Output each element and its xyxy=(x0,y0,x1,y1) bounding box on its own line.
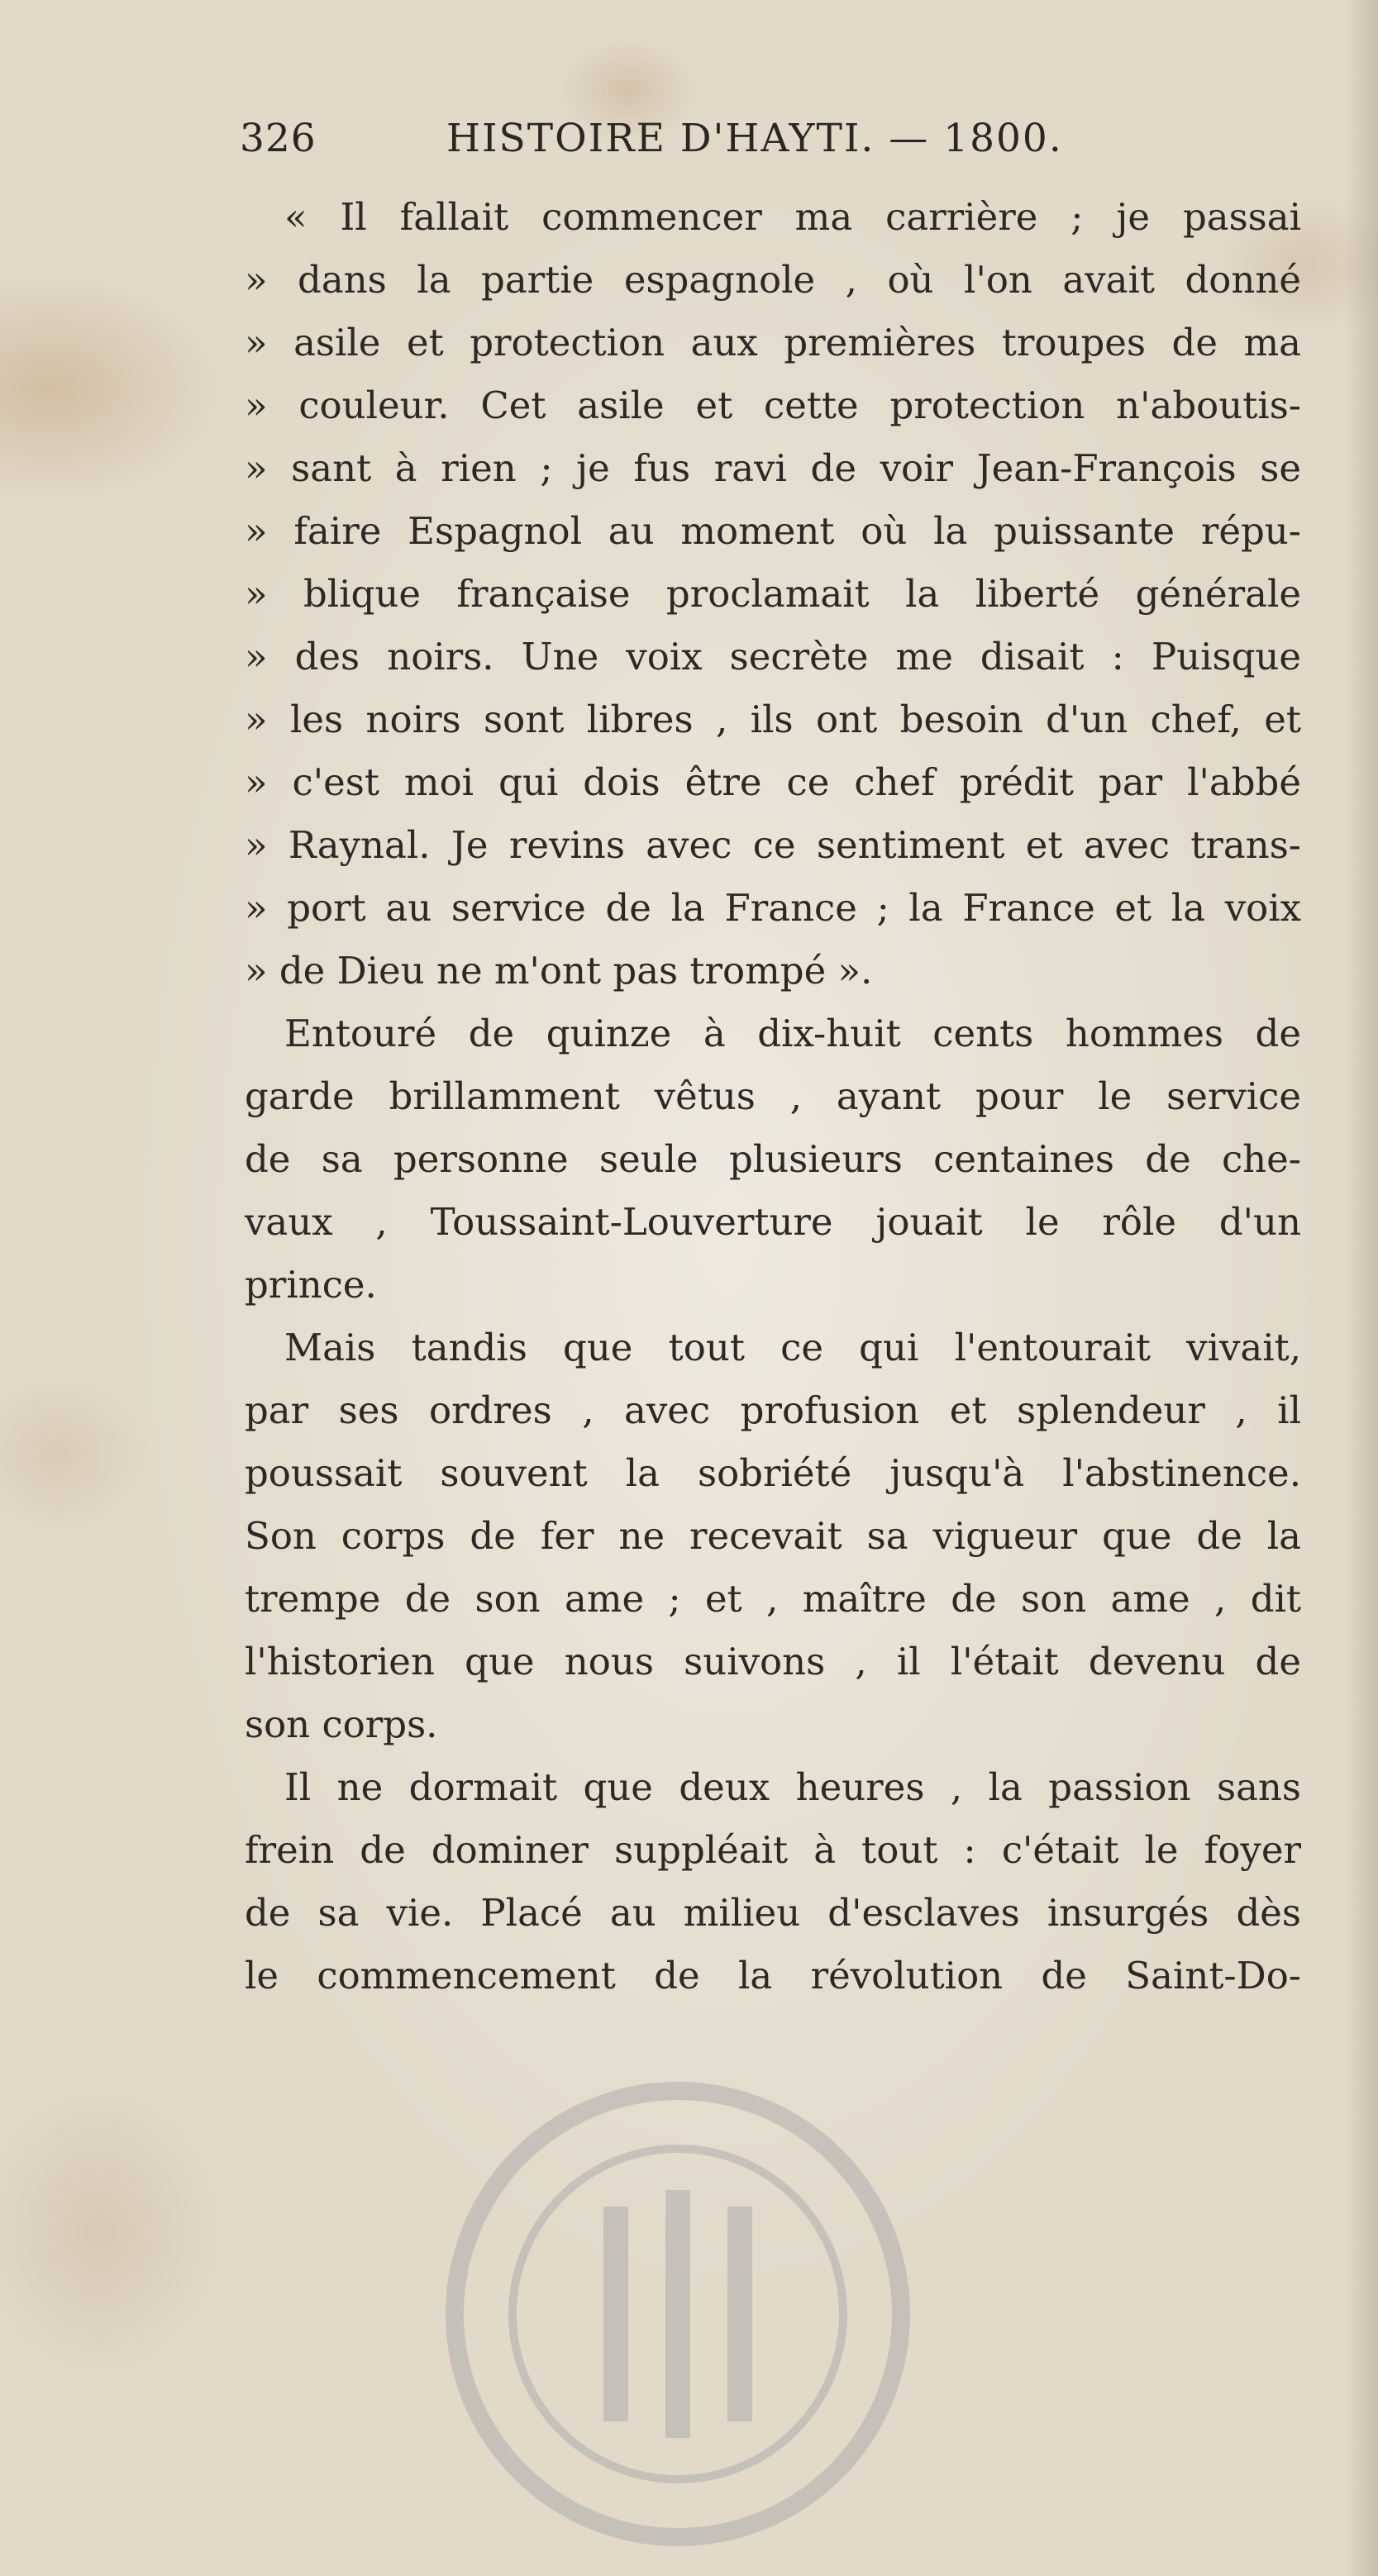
text-line: de sa personne seule plusieurs centaines de che- xyxy=(245,1137,1301,1181)
paragraph xyxy=(245,1317,1301,1756)
text-line: frein de dominer suppléait à tout : c'était le foyer xyxy=(245,1828,1301,1872)
text-line: Mais tandis que tout ce qui l'entourait vivait, xyxy=(284,1326,1301,1369)
text-line: vaux , Toussaint-Louverture jouait le rôle d'un xyxy=(245,1200,1301,1244)
running-title: HISTOIRE D'HAYTI. — 1800. xyxy=(446,116,1063,161)
text-line: Il ne dormait que deux heures , la passion sans xyxy=(284,1765,1301,1809)
paragraph xyxy=(245,1002,1301,1317)
text-line: garde brillamment vêtus , ayant pour le service xyxy=(245,1074,1301,1118)
text-line: » couleur. Cet asile et cette protection n'aboutis- xyxy=(245,383,1301,427)
text-line: poussait souvent la sobriété jusqu'à l'abstinence. xyxy=(245,1451,1301,1495)
library-stamp-icon xyxy=(430,2066,926,2562)
text-line: » c'est moi qui dois être ce chef prédit par l'abbé xyxy=(245,760,1301,804)
text-line: » de Dieu ne m'ont pas trompé ». xyxy=(245,949,873,993)
text-line: Son corps de fer ne recevait sa vigueur que de la xyxy=(245,1514,1301,1558)
text-line: » des noirs. Une voix secrète me disait : Puisque xyxy=(245,635,1301,679)
text-line: » sant à rien ; je fus ravi de voir Jean-François se xyxy=(245,446,1301,490)
text-line: le commencement de la révolution de Saint-Do- xyxy=(245,1954,1301,1997)
page-edge-shadow xyxy=(1345,0,1378,2576)
text-line: » les noirs sont libres , ils ont besoin d'un chef, et xyxy=(245,698,1301,741)
text-line: prince. xyxy=(245,1263,377,1307)
text-line: trempe de son ame ; et , maître de son ame , dit xyxy=(245,1577,1301,1621)
text-line: son corps. xyxy=(245,1702,438,1746)
running-header xyxy=(240,116,1157,175)
page-number: 326 xyxy=(240,116,317,161)
text-line: » faire Espagnol au moment où la puissante répu- xyxy=(245,509,1301,553)
paragraph xyxy=(245,186,1301,1002)
text-line: Entouré de quinze à dix-huit cents hommes de xyxy=(284,1012,1301,1055)
text-line: » blique française proclamait la liberté générale xyxy=(245,572,1301,616)
text-line: » Raynal. Je revins avec ce sentiment et avec trans- xyxy=(245,823,1301,867)
text-line: « Il fallait commencer ma carrière ; je passai xyxy=(284,195,1301,239)
body-text xyxy=(245,186,1301,2007)
paragraph xyxy=(245,1756,1301,2007)
text-line: l'historien que nous suivons , il l'était devenu de xyxy=(245,1640,1301,1683)
text-line: » port au service de la France ; la France et la voix xyxy=(245,886,1301,930)
text-line: » asile et protection aux premières troupes de ma xyxy=(245,321,1301,364)
text-line: » dans la partie espagnole , où l'on avait donné xyxy=(245,258,1301,302)
text-line: par ses ordres , avec profusion et splendeur , il xyxy=(245,1388,1301,1432)
text-line: de sa vie. Placé au milieu d'esclaves insurgés dès xyxy=(245,1891,1301,1935)
